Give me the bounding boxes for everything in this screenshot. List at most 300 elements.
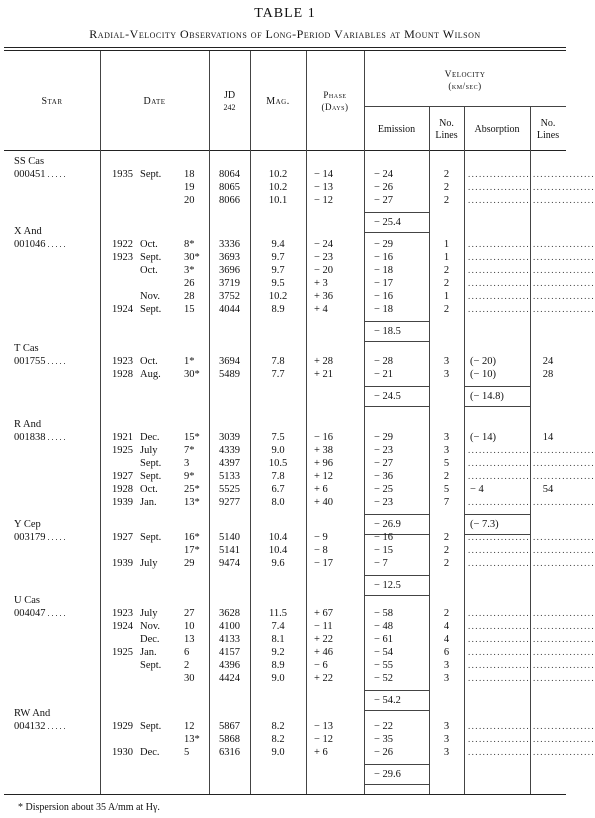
phase-value: + 3 <box>314 278 328 289</box>
col-rule <box>530 106 531 794</box>
absorption-empty: ................. <box>468 634 531 644</box>
emission-lines: 5 <box>443 484 450 495</box>
emission-lines: 2 <box>443 532 450 543</box>
date-day: 13* <box>184 497 200 508</box>
mag-value: 9.7 <box>271 265 285 276</box>
mag-value: 8.1 <box>271 634 285 645</box>
mean-emission: − 54.2 <box>374 695 401 706</box>
star-catalog-number: 004047 <box>14 608 46 619</box>
emission-value: − 16 <box>374 532 394 543</box>
phase-value: − 13 <box>314 182 334 193</box>
date-year: 1939 <box>112 497 133 508</box>
col-rule <box>364 51 365 794</box>
absorption-lines-empty: ................. <box>533 621 595 631</box>
date-day: 30* <box>184 369 200 380</box>
mag-value: 11.5 <box>269 608 287 619</box>
absorption-lines-empty: ................. <box>533 252 595 262</box>
mean-emission: − 24.5 <box>374 391 401 402</box>
absorption-lines-empty: ................. <box>533 747 595 757</box>
absorption-lines-empty: ................. <box>533 265 595 275</box>
bottom-rule <box>4 794 566 795</box>
abs-mean-rule <box>464 386 530 387</box>
mag-value: 6.7 <box>271 484 285 495</box>
date-day: 3* <box>184 265 195 276</box>
jd-value: 5489 <box>219 369 240 380</box>
date-year: 1921 <box>112 432 133 443</box>
date-month: Sept. <box>140 532 162 543</box>
jd-value: 6316 <box>219 747 240 758</box>
absorption-empty: ................. <box>468 195 531 205</box>
date-day: 15* <box>184 432 200 443</box>
date-year: 1927 <box>112 471 133 482</box>
emission-lines: 3 <box>443 356 450 367</box>
mag-value: 10.5 <box>268 458 288 469</box>
emission-value: − 23 <box>374 445 394 456</box>
mean-rule-bottom <box>364 406 429 407</box>
emission-lines: 2 <box>443 265 450 276</box>
date-year: 1928 <box>112 369 133 380</box>
star-catalog-number: 000451 <box>14 169 46 180</box>
emission-value: − 27 <box>374 458 394 469</box>
emission-value: − 48 <box>374 621 394 632</box>
absorption-empty: ................. <box>468 239 531 249</box>
date-month: Sept. <box>140 304 162 315</box>
date-year: 1939 <box>112 558 133 569</box>
absorption-lines-empty: ................. <box>533 182 595 192</box>
date-month: Dec. <box>140 747 160 758</box>
star-name: Y Cep <box>14 519 41 530</box>
header-lines: Lines <box>435 130 458 141</box>
phase-value: − 16 <box>314 432 334 443</box>
leader-dots: . . . . . <box>45 722 66 731</box>
jd-value: 4044 <box>219 304 240 315</box>
mag-value: 9.0 <box>271 445 285 456</box>
mean-absorption: (− 14.8) <box>470 391 504 402</box>
absorption-lines-empty: ................. <box>533 169 595 179</box>
star-catalog-number: 001046 <box>14 239 46 250</box>
emission-lines: 3 <box>443 660 450 671</box>
emission-lines: 2 <box>443 304 450 315</box>
header-phase: Phase <box>323 90 347 100</box>
abs-mean-rule <box>464 514 530 515</box>
emission-value: − 18 <box>374 265 394 276</box>
date-day: 17* <box>184 545 200 556</box>
emission-value: − 25 <box>374 484 394 495</box>
jd-value: 8064 <box>219 169 240 180</box>
date-day: 29 <box>184 558 195 569</box>
date-year: 1929 <box>112 721 133 732</box>
absorption-empty: ................. <box>468 169 531 179</box>
date-day: 7* <box>184 445 195 456</box>
top-rule-2 <box>4 50 566 51</box>
mean-rule <box>364 386 429 387</box>
phase-value: + 46 <box>314 647 334 658</box>
absorption-lines-empty: ................. <box>533 721 595 731</box>
leader-dots: . . . . . <box>45 170 66 179</box>
date-month: Dec. <box>140 432 160 443</box>
star-name: X And <box>14 226 42 237</box>
jd-value: 4157 <box>219 647 240 658</box>
emission-value: − 29 <box>374 432 394 443</box>
absorption-empty: ................. <box>468 734 531 744</box>
date-year: 1928 <box>112 484 133 495</box>
emission-value: − 26 <box>374 182 394 193</box>
leader-dots: . . . . . <box>45 433 66 442</box>
date-month: Oct. <box>140 239 158 250</box>
emission-value: − 54 <box>374 647 394 658</box>
mean-rule <box>364 212 429 213</box>
absorption-lines-empty: ................. <box>533 239 595 249</box>
phase-value: − 14 <box>314 169 334 180</box>
mag-value: 10.4 <box>268 545 288 556</box>
jd-value: 4396 <box>219 660 240 671</box>
date-day: 20 <box>184 195 195 206</box>
emission-lines: 1 <box>443 291 450 302</box>
emission-lines: 2 <box>443 471 450 482</box>
emission-lines: 3 <box>443 369 450 380</box>
star-number <box>14 607 100 620</box>
emission-lines: 1 <box>443 252 450 263</box>
emission-value: − 22 <box>374 721 394 732</box>
header-jd-sub: 242 <box>223 103 236 112</box>
leader-dots: . . . . . <box>45 357 66 366</box>
top-rule <box>4 47 566 48</box>
mag-value: 9.6 <box>271 558 285 569</box>
star-number <box>14 238 100 251</box>
absorption-value: (− 20) <box>470 356 497 367</box>
leader-dots: . . . . . <box>45 240 66 249</box>
emission-lines: 2 <box>443 169 450 180</box>
leader-dots: . . . . . <box>45 609 66 618</box>
absorption-lines-empty: ................. <box>533 734 595 744</box>
date-day: 6 <box>184 647 190 658</box>
phase-value: + 12 <box>314 471 334 482</box>
absorption-empty: ................. <box>468 660 531 670</box>
header-no-2: No. <box>540 118 556 129</box>
date-month: Oct. <box>140 484 158 495</box>
mag-value: 7.7 <box>271 369 285 380</box>
table-subtitle: Radial-Velocity Observations of Long-Period Variables at Mount Wilson <box>89 27 481 41</box>
phase-value: + 22 <box>314 634 334 645</box>
emission-lines: 3 <box>443 445 450 456</box>
date-month: Sept. <box>140 458 162 469</box>
date-month: Aug. <box>140 369 161 380</box>
jd-value: 3719 <box>219 278 240 289</box>
date-month: Sept. <box>140 660 162 671</box>
date-month: Jan. <box>140 647 157 658</box>
absorption-empty: ................. <box>468 252 531 262</box>
mean-rule <box>364 575 429 576</box>
jd-value: 9277 <box>219 497 240 508</box>
date-year: 1935 <box>112 169 133 180</box>
absorption-value: (− 10) <box>470 369 497 380</box>
emission-lines: 2 <box>443 545 450 556</box>
emission-value: − 61 <box>374 634 394 645</box>
emission-value: − 21 <box>374 369 394 380</box>
absorption-lines-empty: ................. <box>533 558 595 568</box>
absorption-empty: ................. <box>468 445 531 455</box>
absorption-lines-empty: ................. <box>533 445 595 455</box>
mag-value: 9.2 <box>271 647 285 658</box>
absorption-empty: ................. <box>468 291 531 301</box>
jd-value: 5525 <box>219 484 240 495</box>
jd-value: 4339 <box>219 445 240 456</box>
emission-lines: 3 <box>443 747 450 758</box>
date-day: 13* <box>184 734 200 745</box>
emission-lines: 3 <box>443 734 450 745</box>
date-day: 13 <box>184 634 195 645</box>
date-day: 1* <box>184 356 195 367</box>
absorption-lines: 54 <box>542 484 554 495</box>
date-year: 1923 <box>112 608 133 619</box>
jd-value: 5133 <box>219 471 240 482</box>
date-month: Jan. <box>140 497 157 508</box>
emission-lines: 4 <box>443 634 450 645</box>
date-day: 5 <box>184 747 190 758</box>
jd-value: 8066 <box>219 195 240 206</box>
absorption-empty: ................. <box>468 545 531 555</box>
footnote: * Dispersion about 35 A/mm at Hγ. <box>18 802 160 813</box>
table-title: TABLE 1 <box>254 6 316 21</box>
jd-value: 4133 <box>219 634 240 645</box>
mean-emission: − 12.5 <box>374 580 401 591</box>
absorption-empty: ................. <box>468 458 531 468</box>
absorption-lines-empty: ................. <box>533 608 595 618</box>
phase-value: − 12 <box>314 734 334 745</box>
jd-value: 4424 <box>219 673 240 684</box>
emission-lines: 1 <box>443 239 450 250</box>
mean-emission: − 26.9 <box>374 519 401 530</box>
mean-rule <box>364 321 429 322</box>
emission-lines: 2 <box>443 195 450 206</box>
emission-lines: 3 <box>443 432 450 443</box>
absorption-empty: ................. <box>468 278 531 288</box>
jd-value: 4397 <box>219 458 240 469</box>
phase-value: − 24 <box>314 239 334 250</box>
star-number <box>14 531 100 544</box>
date-year: 1925 <box>112 647 133 658</box>
star-catalog-number: 001838 <box>14 432 46 443</box>
absorption-empty: ................. <box>468 673 531 683</box>
mag-value: 10.2 <box>268 182 288 193</box>
absorption-empty: ................. <box>468 182 531 192</box>
header-emission: Emission <box>377 124 416 135</box>
header-no: No. <box>439 118 454 129</box>
absorption-empty: ................. <box>468 747 531 757</box>
emission-value: − 35 <box>374 734 394 745</box>
emission-value: − 36 <box>374 471 394 482</box>
phase-value: + 40 <box>314 497 334 508</box>
phase-value: + 36 <box>314 291 334 302</box>
date-day: 16* <box>184 532 200 543</box>
mag-value: 9.0 <box>271 747 285 758</box>
mean-rule-bottom <box>364 784 429 785</box>
mag-value: 9.0 <box>271 673 285 684</box>
date-day: 2 <box>184 660 190 671</box>
jd-value: 4100 <box>219 621 240 632</box>
emission-value: − 18 <box>374 304 394 315</box>
jd-value: 5868 <box>219 734 240 745</box>
date-year: 1924 <box>112 304 133 315</box>
header-mag: Mag. <box>266 96 290 107</box>
jd-value: 3752 <box>219 291 240 302</box>
absorption-empty: ................. <box>468 497 531 507</box>
mag-value: 8.9 <box>271 304 285 315</box>
phase-value: − 6 <box>314 660 328 671</box>
mean-rule-bottom <box>364 232 429 233</box>
emission-value: − 23 <box>374 497 394 508</box>
absorption-empty: ................. <box>468 558 531 568</box>
jd-value: 5867 <box>219 721 240 732</box>
date-day: 9* <box>184 471 195 482</box>
phase-value: + 38 <box>314 445 334 456</box>
header-jd: JD <box>223 90 236 101</box>
emission-value: − 58 <box>374 608 394 619</box>
absorption-empty: ................. <box>468 532 531 542</box>
emission-value: − 16 <box>374 252 394 263</box>
date-day: 12 <box>184 721 195 732</box>
phase-value: − 17 <box>314 558 334 569</box>
phase-value: + 4 <box>314 304 328 315</box>
date-month: Oct. <box>140 265 158 276</box>
phase-value: − 23 <box>314 252 334 263</box>
absorption-empty: ................. <box>468 647 531 657</box>
phase-value: − 8 <box>314 545 328 556</box>
mean-rule <box>364 514 429 515</box>
date-year: 1922 <box>112 239 133 250</box>
absorption-lines-empty: ................. <box>533 291 595 301</box>
emission-value: − 16 <box>374 291 394 302</box>
emission-lines: 2 <box>443 558 450 569</box>
phase-value: − 11 <box>314 621 333 632</box>
absorption-lines: 28 <box>542 369 554 380</box>
mean-rule-bottom <box>364 595 429 596</box>
emission-lines: 2 <box>443 182 450 193</box>
date-month: Sept. <box>140 721 162 732</box>
date-month: July <box>140 445 158 456</box>
mag-value: 8.0 <box>271 497 285 508</box>
date-month: Sept. <box>140 169 162 180</box>
phase-value: − 9 <box>314 532 328 543</box>
mag-value: 10.4 <box>268 532 288 543</box>
absorption-lines-empty: ................. <box>533 304 595 314</box>
emission-lines: 3 <box>443 721 450 732</box>
header-star: Star <box>41 96 63 107</box>
date-day: 3 <box>184 458 190 469</box>
date-month: Nov. <box>140 621 161 632</box>
leader-dots: . . . . . <box>45 533 66 542</box>
jd-value: 5140 <box>219 532 240 543</box>
date-day: 26 <box>184 278 195 289</box>
emission-value: − 15 <box>374 545 394 556</box>
absorption-empty: ................. <box>468 265 531 275</box>
col-rule <box>100 51 101 794</box>
header-rule <box>4 150 566 151</box>
date-year: 1930 <box>112 747 133 758</box>
date-year: 1927 <box>112 532 133 543</box>
absorption-lines-empty: ................. <box>533 195 595 205</box>
absorption-lines-empty: ................. <box>533 278 595 288</box>
emission-value: − 28 <box>374 356 394 367</box>
date-day: 10 <box>184 621 195 632</box>
date-month: Dec. <box>140 634 160 645</box>
mag-value: 7.5 <box>271 432 285 443</box>
star-catalog-number: 003179 <box>14 532 46 543</box>
date-month: Oct. <box>140 356 158 367</box>
emission-value: − 26 <box>374 747 394 758</box>
star-number <box>14 720 100 733</box>
velocity-rule <box>364 106 566 107</box>
date-year: 1925 <box>112 445 133 456</box>
star-name: SS Cas <box>14 156 45 167</box>
date-day: 25* <box>184 484 200 495</box>
header-velocity: Velocity <box>444 70 486 80</box>
jd-value: 3336 <box>219 239 240 250</box>
col-rule <box>464 106 465 794</box>
mag-value: 8.2 <box>271 721 285 732</box>
date-day: 30 <box>184 673 195 684</box>
star-name: RW And <box>14 708 51 719</box>
absorption-lines-empty: ................. <box>533 660 595 670</box>
date-month: Sept. <box>140 252 162 263</box>
col-rule <box>306 51 307 794</box>
emission-value: − 29 <box>374 239 394 250</box>
absorption-empty: ................. <box>468 304 531 314</box>
emission-lines: 2 <box>443 278 450 289</box>
mag-value: 7.4 <box>271 621 285 632</box>
date-year: 1923 <box>112 356 133 367</box>
absorption-lines-empty: ................. <box>533 532 595 542</box>
absorption-lines-empty: ................. <box>533 458 595 468</box>
star-number <box>14 168 100 181</box>
mean-rule <box>364 690 429 691</box>
jd-value: 5141 <box>219 545 240 556</box>
mean-absorption: (− 7.3) <box>470 519 499 530</box>
date-month: Sept. <box>140 471 162 482</box>
star-catalog-number: 001755 <box>14 356 46 367</box>
star-name: U Cas <box>14 595 40 606</box>
absorption-empty: ................. <box>468 721 531 731</box>
emission-value: − 24 <box>374 169 394 180</box>
absorption-empty: ................. <box>468 471 531 481</box>
absorption-lines-empty: ................. <box>533 647 595 657</box>
jd-value: 3039 <box>219 432 240 443</box>
absorption-lines-empty: ................. <box>533 471 595 481</box>
phase-value: + 67 <box>314 608 334 619</box>
emission-value: − 7 <box>374 558 388 569</box>
absorption-lines-empty: ................. <box>533 634 595 644</box>
absorption-empty: ................. <box>468 621 531 631</box>
date-day: 8* <box>184 239 195 250</box>
date-month: July <box>140 558 158 569</box>
header-phase-unit: (Days) <box>321 102 349 112</box>
mag-value: 7.8 <box>271 471 285 482</box>
jd-value: 8065 <box>219 182 240 193</box>
mag-value: 9.4 <box>271 239 285 250</box>
absorption-lines: 14 <box>542 432 554 443</box>
date-day: 15 <box>184 304 195 315</box>
jd-value: 3696 <box>219 265 240 276</box>
mag-value: 10.2 <box>268 169 288 180</box>
absorption-lines: 24 <box>542 356 554 367</box>
header-absorption: Absorption <box>474 124 520 135</box>
emission-lines: 3 <box>443 673 450 684</box>
date-month: Nov. <box>140 291 161 302</box>
emission-lines: 5 <box>443 458 450 469</box>
star-catalog-number: 004132 <box>14 721 46 732</box>
mean-rule-bottom <box>364 341 429 342</box>
mag-value: 8.2 <box>271 734 285 745</box>
